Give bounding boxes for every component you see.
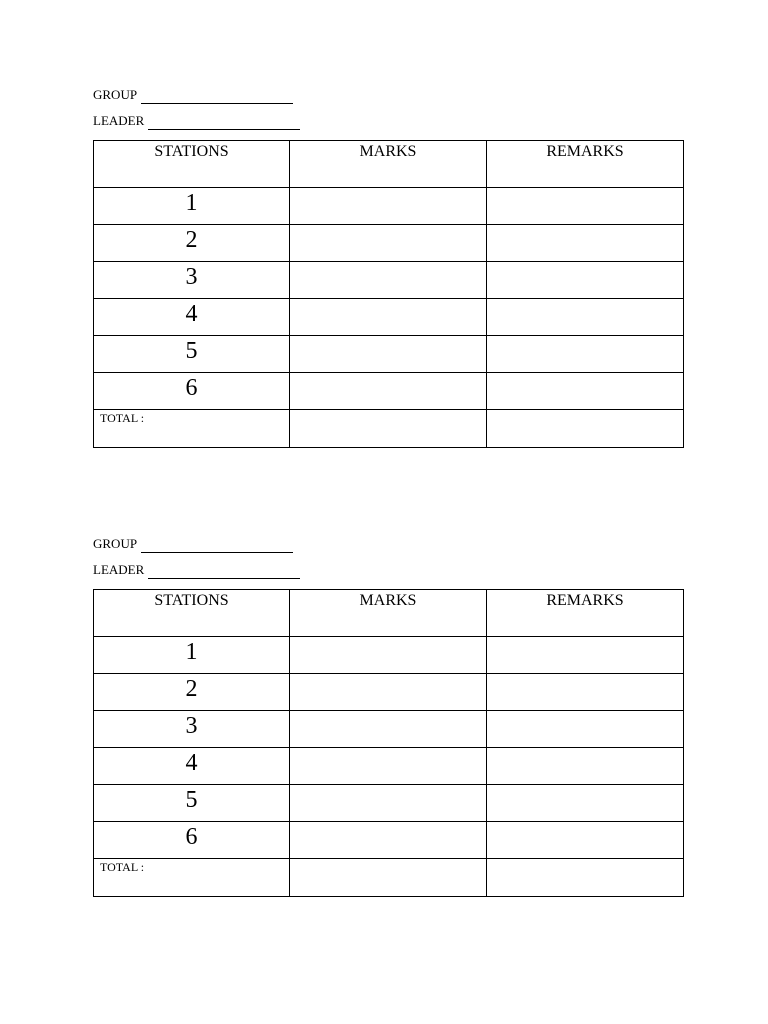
marks-cell[interactable] xyxy=(290,225,487,262)
total-marks-cell[interactable] xyxy=(290,859,487,897)
column-header-stations: STATIONS xyxy=(94,590,290,637)
table-row xyxy=(94,748,684,785)
remarks-cell[interactable] xyxy=(487,225,684,262)
score-table xyxy=(93,589,684,897)
total-remarks-cell[interactable] xyxy=(487,859,684,897)
table-row xyxy=(94,336,684,373)
score-sheet-1 xyxy=(93,86,683,425)
table-row xyxy=(94,711,684,748)
station-number: 5 xyxy=(94,785,290,822)
station-number: 1 xyxy=(94,188,290,225)
column-header-marks: MARKS xyxy=(290,590,487,637)
station-number: 2 xyxy=(94,674,290,711)
column-header-stations: STATIONS xyxy=(94,141,290,188)
leader-field xyxy=(93,561,683,579)
marks-cell[interactable] xyxy=(290,748,487,785)
total-label: TOTAL : xyxy=(94,410,290,448)
marks-cell[interactable] xyxy=(290,262,487,299)
station-number: 2 xyxy=(94,225,290,262)
group-blank-line[interactable] xyxy=(141,538,293,553)
leader-label: LEADER xyxy=(93,113,145,128)
station-number: 4 xyxy=(94,299,290,336)
station-number: 6 xyxy=(94,822,290,859)
station-number: 5 xyxy=(94,336,290,373)
table-row xyxy=(94,822,684,859)
marks-cell[interactable] xyxy=(290,711,487,748)
remarks-cell[interactable] xyxy=(487,373,684,410)
marks-cell[interactable] xyxy=(290,188,487,225)
group-label: GROUP xyxy=(93,536,138,551)
station-number: 4 xyxy=(94,748,290,785)
marks-cell[interactable] xyxy=(290,785,487,822)
table-row xyxy=(94,299,684,336)
total-remarks-cell[interactable] xyxy=(487,410,684,448)
total-marks-cell[interactable] xyxy=(290,410,487,448)
remarks-cell[interactable] xyxy=(487,822,684,859)
table-row xyxy=(94,188,684,225)
group-label: GROUP xyxy=(93,87,138,102)
station-number: 3 xyxy=(94,711,290,748)
marks-cell[interactable] xyxy=(290,299,487,336)
group-field xyxy=(93,86,683,104)
remarks-cell[interactable] xyxy=(487,262,684,299)
marks-cell[interactable] xyxy=(290,336,487,373)
table-row xyxy=(94,225,684,262)
remarks-cell[interactable] xyxy=(487,711,684,748)
marks-cell[interactable] xyxy=(290,822,487,859)
remarks-cell[interactable] xyxy=(487,748,684,785)
remarks-cell[interactable] xyxy=(487,637,684,674)
group-field xyxy=(93,535,683,553)
remarks-cell[interactable] xyxy=(487,299,684,336)
station-number: 6 xyxy=(94,373,290,410)
marks-cell[interactable] xyxy=(290,637,487,674)
total-label: TOTAL : xyxy=(94,859,290,897)
remarks-cell[interactable] xyxy=(487,674,684,711)
marks-cell[interactable] xyxy=(290,373,487,410)
leader-field xyxy=(93,112,683,130)
score-sheet-2 xyxy=(93,535,683,874)
table-row xyxy=(94,637,684,674)
remarks-cell[interactable] xyxy=(487,336,684,373)
table-header-row xyxy=(94,141,684,188)
remarks-cell[interactable] xyxy=(487,785,684,822)
column-header-remarks: REMARKS xyxy=(487,590,684,637)
marks-cell[interactable] xyxy=(290,674,487,711)
column-header-remarks: REMARKS xyxy=(487,141,684,188)
station-number: 3 xyxy=(94,262,290,299)
leader-blank-line[interactable] xyxy=(148,564,300,579)
total-row xyxy=(94,859,684,897)
leader-blank-line[interactable] xyxy=(148,115,300,130)
leader-label: LEADER xyxy=(93,562,145,577)
table-header-row xyxy=(94,590,684,637)
remarks-cell[interactable] xyxy=(487,188,684,225)
group-blank-line[interactable] xyxy=(141,89,293,104)
table-row xyxy=(94,674,684,711)
table-row xyxy=(94,785,684,822)
table-row xyxy=(94,262,684,299)
column-header-marks: MARKS xyxy=(290,141,487,188)
score-table xyxy=(93,140,684,448)
station-number: 1 xyxy=(94,637,290,674)
table-row xyxy=(94,373,684,410)
total-row xyxy=(94,410,684,448)
